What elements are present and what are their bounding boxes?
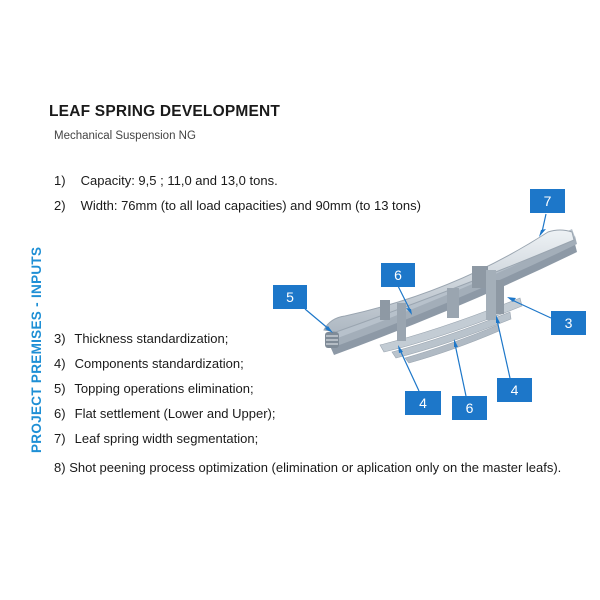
callout-label: 5 xyxy=(286,289,294,305)
list-item-number: 8) xyxy=(54,460,66,475)
list-item-number: 7) xyxy=(54,431,66,446)
list-item-number: 2) xyxy=(54,198,66,213)
list-item-text: Thickness standardization; xyxy=(74,331,229,346)
page-title: LEAF SPRING DEVELOPMENT xyxy=(49,103,281,120)
callout-label: 6 xyxy=(394,267,402,283)
list-item-text: Flat settlement (Lower and Upper); xyxy=(74,406,276,421)
list-item-number: 3) xyxy=(54,331,66,346)
callout-label: 4 xyxy=(419,395,427,411)
list-item-text: Width: 76mm (to all load capacities) and 90mm (to 13 tons) xyxy=(80,198,421,213)
callout-4-right xyxy=(497,378,532,402)
callout-7 xyxy=(530,189,565,213)
callout-4-left xyxy=(405,391,441,415)
callout-3 xyxy=(551,311,586,335)
callout-label: 7 xyxy=(543,193,552,209)
list-item-text: Leaf spring width segmentation; xyxy=(74,431,259,446)
list-item-number: 1) xyxy=(54,173,66,188)
list-item-number: 6) xyxy=(54,406,66,421)
callout-6-bottom xyxy=(452,396,487,420)
callout-label: 6 xyxy=(465,400,474,416)
list-item-text: Capacity: 9,5 ; 11,0 and 13,0 tons. xyxy=(80,173,278,188)
callout-5 xyxy=(273,285,307,309)
list-item-text: Components standardization; xyxy=(74,356,244,371)
list-item-text: Shot peening process optimization (elimination or aplication only on the master leafs). xyxy=(69,460,562,475)
list-item-number: 5) xyxy=(54,381,66,396)
list-item-text: Topping operations elimination; xyxy=(74,381,254,396)
list-item-number: 4) xyxy=(54,356,66,371)
spring-leaves xyxy=(324,229,577,363)
callout-6-top xyxy=(381,263,415,287)
callout-label: 4 xyxy=(510,382,519,398)
page-subtitle: Mechanical Suspension NG xyxy=(54,130,196,142)
callout-label: 3 xyxy=(564,315,573,331)
side-section-label: PROJECT PREMISES - INPUTS xyxy=(29,246,44,453)
